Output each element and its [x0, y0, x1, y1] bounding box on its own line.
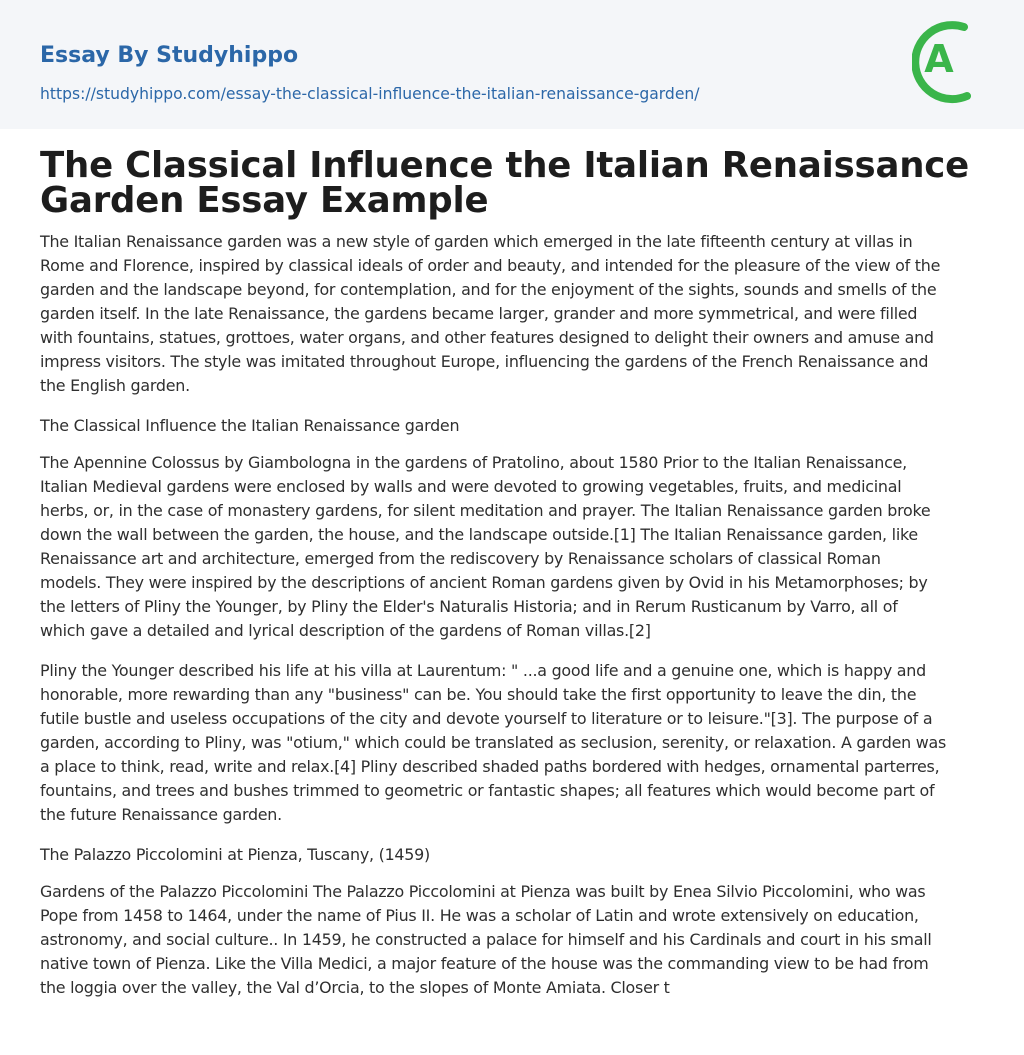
- paragraph-line: astronomy, and social culture.. In 1459, he constructed a palace for himself and his Cardinals and court in his small: [40, 930, 932, 949]
- paragraph-line: Italian Medieval gardens were enclosed by walls and were devoted to growing vegetables, fruits, and medicinal: [40, 477, 902, 496]
- article: [40, 145, 986, 1000]
- article-paragraph: [40, 659, 986, 827]
- paragraph-line: fountains, and trees and bushes trimmed to geometric or fantastic shapes; all features which would become part of: [40, 781, 935, 800]
- page-title: The Classical Influence the Italian Renaissance Garden Essay Example: [40, 145, 970, 221]
- article-paragraph: [40, 230, 986, 398]
- section-subheading: The Classical Influence the Italian Renaissance garden: [40, 416, 460, 435]
- paragraph-line: The Apennine Colossus by Giambologna in the gardens of Pratolino, about 1580 Prior to the Italian Renaissance,: [40, 453, 907, 472]
- paragraph-line: the letters of Pliny the Younger, by Pliny the Elder's Naturalis Historia; and in Rerum Rusticanum by Varro, all of: [40, 597, 898, 616]
- paragraph-line: Pliny the Younger described his life at his villa at Laurentum: " ...a good life and a genuine one, which is happy and: [40, 661, 926, 680]
- paragraph-line: Rome and Florence, inspired by classical ideals of order and beauty, and intended for the pleasure of the view of the: [40, 256, 941, 275]
- paragraph-line: Gardens of the Palazzo Piccolomini The Palazzo Piccolomini at Pienza was built by Enea Silvio Piccolomini, who was: [40, 882, 926, 901]
- paragraph-line: with fountains, statues, grottoes, water organs, and other features designed to delight their owners and amuse and: [40, 328, 934, 347]
- paragraph-line: garden itself. In the late Renaissance, the gardens became larger, grander and more symmetrical, and were filled: [40, 304, 918, 323]
- paragraph-line: which gave a detailed and lyrical description of the gardens of Roman villas.[2]: [40, 621, 651, 640]
- paragraph-line: models. They were inspired by the descriptions of ancient Roman gardens given by Ovid in his Metamorphoses; by: [40, 573, 928, 592]
- paragraph-line: The Italian Renaissance garden was a new style of garden which emerged in the late fifteenth century at villas in: [40, 232, 913, 251]
- section-subheading: The Palazzo Piccolomini at Pienza, Tuscany, (1459): [40, 845, 430, 864]
- source-url-link[interactable]: https://studyhippo.com/essay-the-classical-influence-the-italian-renaissance-garden/: [40, 85, 700, 103]
- studyhippo-logo-icon[interactable]: [912, 19, 986, 105]
- paragraph-line: garden and the landscape beyond, for contemplation, and for the enjoyment of the sights, sounds and smells of the: [40, 280, 937, 299]
- paragraph-line: native town of Pienza. Like the Villa Medici, a major feature of the house was the commanding view to be had from: [40, 954, 929, 973]
- paragraph-line: the future Renaissance garden.: [40, 805, 282, 824]
- paragraph-line: a place to think, read, write and relax.[4] Pliny described shaded paths bordered with hedges, ornamental parterres,: [40, 757, 940, 776]
- paragraph-line: herbs, or, in the case of monastery gardens, for silent meditation and prayer. The Italian Renaissance garden broke: [40, 501, 931, 520]
- paragraph-line: impress visitors. The style was imitated throughout Europe, influencing the gardens of the French Renaissance and: [40, 352, 929, 371]
- paragraph-line: the loggia over the valley, the Val d’Orcia, to the slopes of Monte Amiata. Closer t: [40, 978, 670, 997]
- paragraph-line: futile bustle and useless occupations of the city and devote yourself to literature or to leisure."[3]. The purpose of a: [40, 709, 933, 728]
- article-paragraph: [40, 451, 986, 643]
- paragraph-line: honorable, more rewarding than any "business" can be. You should take the first opportunity to leave the din, the: [40, 685, 917, 704]
- paragraph-line: garden, according to Pliny, was "otium," which could be translated as seclusion, serenity, or relaxation. A garden was: [40, 733, 946, 752]
- article-paragraph: [40, 880, 986, 1000]
- site-header: [0, 0, 1024, 129]
- paragraph-line: Pope from 1458 to 1464, under the name of Pius II. He was a scholar of Latin and wrote extensively on education,: [40, 906, 919, 925]
- paragraph-line: the English garden.: [40, 376, 190, 395]
- paragraph-line: down the wall between the garden, the house, and the landscape outside.[1] The Italian Renaissance garden, like: [40, 525, 918, 544]
- paragraph-line: Renaissance art and architecture, emerged from the rediscovery by Renaissance scholars of classical Roman: [40, 549, 881, 568]
- logo-letter: A: [924, 37, 954, 81]
- site-brand[interactable]: Essay By Studyhippo: [40, 43, 299, 68]
